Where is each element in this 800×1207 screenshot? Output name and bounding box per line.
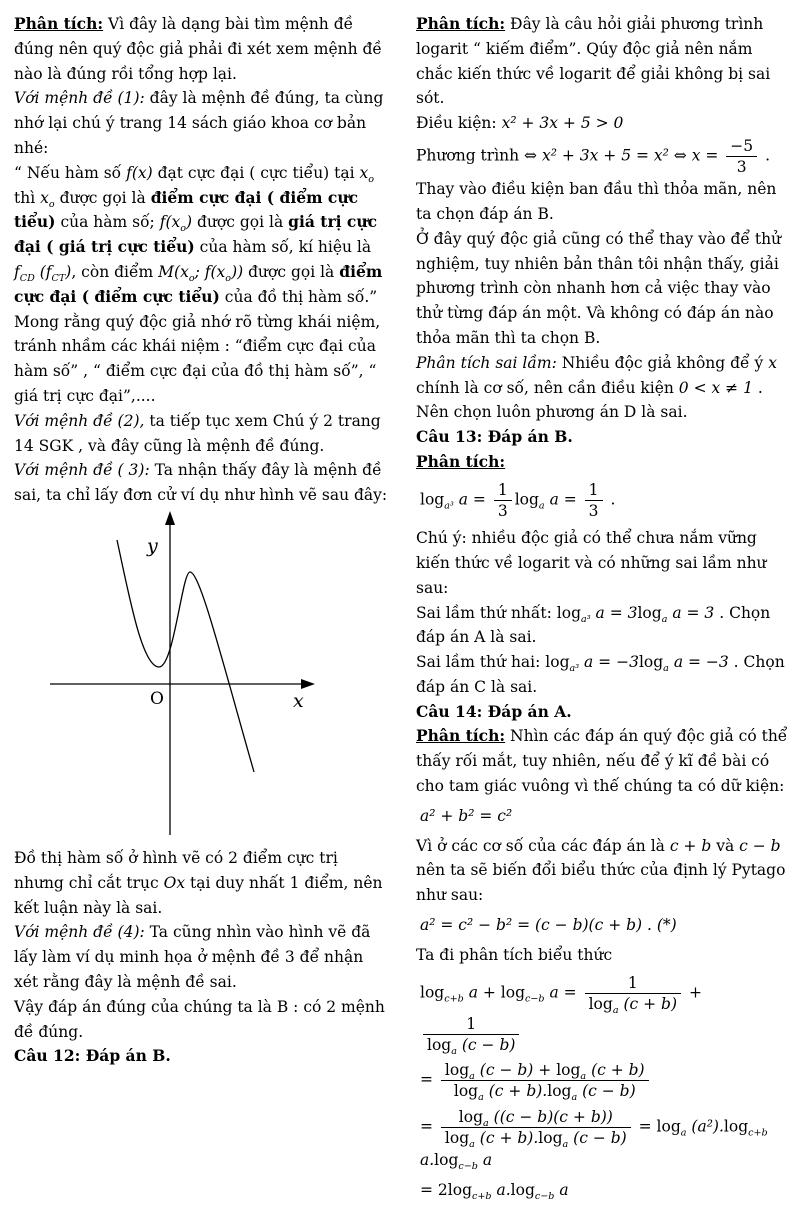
commentary-paragraph: [416, 227, 792, 351]
text-run: Nhìn các đáp án quý độc giả có thể thấy rối mắt, tuy nhiên, nếu để ý kĩ đề bài có cho tam giác vuông vì thế chúng ta có dữ kiện:: [416, 727, 788, 796]
text-run: Sai lầm thứ nhất:: [416, 603, 557, 622]
numerator: 1: [497, 480, 508, 499]
subscript: o: [180, 223, 187, 235]
math-run: x: [40, 188, 49, 207]
subscript: a: [562, 1138, 569, 1150]
math-run: a² = c² − b² = (c − b)(c + b) . (*): [420, 916, 677, 935]
log-operator: log: [434, 1150, 459, 1169]
numerator: 1: [627, 973, 638, 992]
math-run: ⇔ x² + 3x + 5 = x² ⇔ x =: [524, 146, 724, 165]
math-run: f: [14, 262, 20, 281]
subscript: a: [680, 1127, 687, 1139]
math-run: a.: [491, 1180, 511, 1199]
derivation-line-4: [420, 1178, 792, 1203]
condition-paragraph: [416, 111, 792, 136]
text-run: ta tiếp tục xem Chú ý 2 trang 14 SGK , và đây cũng là mệnh đề đúng.: [14, 411, 381, 455]
statement-label: Với mệnh đề ( 3):: [14, 461, 150, 480]
subscript: o: [368, 173, 375, 185]
math-run: (c − b): [577, 1082, 636, 1101]
x-axis-arrow-icon: [301, 679, 315, 689]
bold-run: giá trị cực đại ( giá trị cực tiểu): [14, 212, 378, 257]
text-run: Ta nhận thấy đây là mệnh đề sai, ta chỉ lấy đơn cử ví dụ như hình vẽ sau đây:: [14, 461, 388, 505]
subscript: c+b: [472, 1190, 492, 1202]
subscript: a: [661, 613, 668, 625]
left-column: [14, 12, 390, 1207]
log-operator: log: [427, 1036, 452, 1055]
statement-2-paragraph: [14, 409, 390, 459]
statement-1-paragraph: [14, 86, 390, 160]
subscript: o: [188, 273, 195, 285]
log-operator: log: [420, 983, 445, 1002]
factored-formula: [420, 913, 792, 938]
numerator: 1: [588, 480, 599, 499]
second-mistake-paragraph: [416, 650, 792, 700]
text-run: Sai lầm thứ hai:: [416, 653, 546, 672]
text-run: Vậy đáp án đúng của chúng ta là B : có 2 mệnh đề đúng.: [14, 997, 385, 1041]
statement-label: Với mệnh đề (2),: [14, 411, 145, 430]
section-label: Phân tích:: [416, 14, 506, 33]
question-13-answer: [416, 425, 792, 450]
text-run: = 2: [420, 1180, 448, 1199]
log-operator: log: [556, 603, 582, 622]
log-operator: log: [656, 1117, 681, 1136]
analysis-paragraph: [416, 12, 792, 111]
log-operator: log: [638, 653, 664, 672]
math-run: a +: [463, 983, 501, 1002]
math-run: c + b: [669, 836, 712, 855]
text-run: Điều kiện:: [416, 114, 502, 133]
math-run: ): [65, 262, 72, 281]
math-run: (c − b): [456, 1036, 516, 1055]
math-run: (c − b) +: [474, 1061, 557, 1080]
math-run: M(x: [158, 262, 189, 281]
subscript: a³: [569, 663, 580, 675]
log-operator: log: [453, 1082, 479, 1101]
question-12-answer: [14, 1044, 390, 1069]
log-operator: log: [723, 1117, 749, 1136]
math-run: ((c − b)(c + b)): [488, 1107, 613, 1126]
right-column: [416, 12, 792, 1207]
math-run: ; f(x: [194, 262, 226, 281]
subscript: a: [478, 1092, 484, 1104]
text-run: Vì ở các cơ số của các đáp án là: [416, 836, 670, 855]
denominator: [423, 1034, 519, 1058]
log-operator: log: [420, 490, 445, 509]
text-run: =: [633, 1117, 657, 1136]
text-run: đây là mệnh đề đúng, ta cùng nhớ lại chú ý trang 14 sách giáo khoa cơ bản nhé:: [14, 89, 384, 157]
text-run: . Chọn đáp án C là sai.: [416, 653, 785, 696]
fraction: [441, 1060, 649, 1104]
fraction: [423, 1014, 519, 1058]
numerator: [441, 1060, 649, 1083]
log-operator: log: [447, 1180, 472, 1199]
textbook-quote-paragraph: [14, 161, 390, 409]
text-run: Đồ thị hàm số ở hình vẽ có 2 điểm cực trị nhưng chỉ cắt trục: [14, 848, 338, 892]
denominator: 3: [494, 500, 512, 521]
subscript: c+b: [444, 993, 464, 1005]
math-run: a = 3: [590, 603, 638, 622]
subscript: c−b: [458, 1160, 478, 1172]
conclusion-paragraph: [14, 995, 390, 1045]
log-operator: log: [538, 1128, 563, 1147]
text-run: .: [605, 490, 616, 509]
math-run: a.: [420, 1150, 435, 1169]
subscript: a: [663, 663, 669, 675]
y-axis-arrow-icon: [165, 511, 175, 525]
section-label: Phân tích sai lầm:: [416, 353, 557, 372]
math-run: (c + b): [618, 994, 678, 1013]
text-run: =: [420, 1117, 438, 1136]
subscript: CT: [51, 273, 66, 285]
subscript: a: [451, 1046, 457, 1058]
text-run: “ Nếu hàm số: [14, 163, 127, 182]
math-run: a = −3: [668, 653, 729, 672]
math-run: ): [186, 213, 193, 232]
subscript: a: [612, 1004, 619, 1016]
math-run: c − b: [739, 836, 781, 855]
text-run: Câu 12: Đáp án B.: [14, 1046, 171, 1066]
text-run: Chú ý: nhiều độc giả có thể chưa nắm vững kiến thức về logarit và có những sai lầm như sau:: [416, 529, 767, 597]
math-run: a² + b² = c²: [420, 806, 513, 825]
note-paragraph: [416, 526, 792, 600]
math-run: x: [768, 353, 777, 372]
denominator: 3: [585, 500, 603, 521]
text-run: Ta đi phân tích biểu thức: [416, 945, 613, 964]
subscript: o: [225, 273, 232, 285]
function-graph: [37, 510, 367, 840]
section-label: Phân tích:: [14, 14, 104, 33]
subscript: c−b: [534, 1190, 555, 1202]
math-run: (a²).: [686, 1117, 724, 1136]
denominator: [585, 993, 681, 1014]
question-14-answer: [416, 700, 792, 725]
denominator: [441, 1127, 631, 1148]
text-run: của đồ thị hàm số.” Mong rằng quý độc giả nhớ rõ từng khái niệm, tránh nhầm các khái niệm : “điểm cực đại của hàm số” , “ điểm cực đại của đồ thị hàm số”, “ giá trị cực đại”,....: [14, 287, 381, 405]
log-operator: log: [514, 490, 539, 509]
mistake-analysis-paragraph: [416, 351, 792, 425]
math-run: a = −3: [579, 653, 639, 672]
text-run: chính là cơ số, nên cần điều kiện: [416, 378, 679, 397]
log-identity-formula: [420, 480, 792, 521]
text-run: Nhiều độc giả không để ý: [556, 353, 769, 372]
math-run: a = 3: [667, 603, 715, 622]
numerator: [441, 1107, 631, 1127]
text-run: Đây là câu hỏi giải phương trình logarit “ kiếm điểm”. Qúy độc giả nên nắm chắc kiến thức về logarit để giải không bị sai sót.: [416, 15, 771, 108]
math-run: a: [477, 1150, 493, 1169]
log-operator: log: [458, 1107, 483, 1126]
analysis-paragraph: [14, 12, 390, 86]
math-run: (c + b): [586, 1061, 645, 1080]
first-mistake-paragraph: [416, 601, 792, 651]
numerator: 1: [466, 1014, 477, 1033]
subscript: a: [571, 1092, 578, 1104]
fraction: [585, 480, 603, 521]
math-run: a =: [544, 490, 582, 509]
expression-intro-paragraph: [416, 943, 792, 968]
text-run: , còn điểm: [71, 262, 159, 281]
math-run: a =: [453, 490, 491, 509]
analysis-paragraph: [416, 724, 792, 798]
subscript: CD: [19, 273, 35, 285]
text-run: Ở đây quý độc giả cũng có thể thay vào để thử nghiệm, tuy nhiên bản thân tôi nhận thấy, giải phương trình còn nhanh hơn cả việc thay vào thử từng đáp án một. Và không có đáp án nào thỏa mãn thì ta chọn B.: [416, 229, 782, 348]
math-run: f(x): [126, 163, 153, 182]
subscript: a: [538, 500, 545, 512]
text-run: được gọi là: [243, 262, 340, 281]
log-operator: log: [545, 653, 570, 672]
derivation-line-1: [420, 973, 792, 1056]
math-run: (c + b).: [483, 1082, 548, 1101]
base-transform-paragraph: [416, 834, 792, 908]
numerator: −5: [730, 136, 754, 155]
statement-3-paragraph: [14, 458, 390, 508]
equation-solution-paragraph: [416, 136, 792, 227]
bold-run: điểm cực đại ( điểm cực tiểu): [14, 261, 383, 306]
subscript: a: [580, 1071, 587, 1083]
text-run: +: [684, 983, 702, 1002]
text-run: Vì đây là dạng bài tìm mệnh đề đúng nên quý độc giả phải đi xét xem mệnh đề nào là đúng rồi tổng hợp lại.: [14, 15, 382, 83]
log-operator: log: [588, 994, 613, 1013]
denominator: 3: [726, 156, 757, 177]
subscript: a: [483, 1117, 489, 1129]
text-run: . Chọn đáp án A là sai.: [416, 603, 771, 647]
fraction: [585, 973, 681, 1014]
text-run: Câu 13: Đáp án B.: [416, 427, 573, 447]
math-run: x: [359, 163, 369, 182]
text-run: nên ta sẽ biến đổi biểu thức của định lý Pytago như sau:: [416, 861, 786, 905]
analysis-heading: [416, 450, 792, 475]
statement-label: Với mệnh đề (1):: [14, 89, 145, 108]
text-run: . Nên chọn luôn phương án D là sai.: [416, 378, 763, 422]
log-operator: log: [444, 1061, 470, 1080]
math-run: a: [554, 1180, 569, 1199]
text-run: đạt cực đại ( cực tiểu) tại: [152, 163, 360, 182]
math-run: a =: [544, 983, 582, 1002]
text-run: tại duy nhất 1 điểm, nên kết luận này là sai.: [14, 873, 383, 917]
text-run: thì: [14, 188, 41, 207]
denominator: [441, 1080, 649, 1104]
text-run: được gọi là: [192, 213, 289, 232]
math-run: (c + b).: [474, 1128, 539, 1147]
math-run: f(x: [159, 213, 181, 232]
subscript: a³: [581, 613, 591, 625]
log-operator: log: [556, 1061, 581, 1080]
subscript: c−b: [525, 993, 545, 1005]
fraction: [494, 480, 512, 521]
bold-run: điểm cực đại ( điểm cực tiểu): [14, 187, 359, 232]
math-run: 0 < x ≠ 1: [678, 378, 753, 397]
statement-label: Với mệnh đề (4):: [14, 923, 145, 942]
text-run: Ta cũng nhìn vào hình vẽ đã lấy làm ví dụ minh họa ở mệnh đề 3 để nhận xét rằng đây là mệnh đề sai.: [14, 923, 371, 991]
origin-label: O: [150, 688, 164, 709]
text-run: Câu 14: Đáp án A.: [416, 701, 572, 721]
text-run: và: [711, 836, 740, 855]
math-run: )): [231, 262, 244, 281]
text-run: Phương trình: [416, 146, 525, 165]
math-run: (f: [34, 262, 52, 281]
text-run: =: [420, 1070, 438, 1089]
subscript: c+b: [748, 1127, 768, 1139]
log-operator: log: [637, 603, 662, 622]
fraction: [441, 1107, 631, 1148]
y-axis-label: y: [147, 534, 158, 557]
subscript: a: [469, 1071, 475, 1083]
log-operator: log: [444, 1128, 470, 1147]
subscript: a: [469, 1138, 475, 1150]
log-operator: log: [547, 1082, 572, 1101]
math-run: x² + 3x + 5 > 0: [501, 114, 624, 133]
text-run: . Thay vào điều kiện ban đầu thì thỏa mãn, nên ta chọn đáp án B.: [416, 146, 777, 224]
text-run: của hàm số;: [55, 213, 160, 232]
text-run: của hàm số, kí hiệu là: [194, 238, 372, 257]
derivation-line-2: [420, 1060, 792, 1104]
math-run: Ox: [163, 873, 186, 892]
section-label: Phân tích:: [416, 726, 506, 746]
subscript: a³: [444, 500, 454, 512]
log-operator: log: [500, 983, 526, 1002]
log-operator: log: [510, 1180, 535, 1199]
x-axis-label: x: [293, 689, 304, 712]
pythagoras-formula: [420, 804, 792, 829]
graph-conclusion-paragraph: [14, 846, 390, 920]
statement-4-paragraph: [14, 920, 390, 994]
fraction: [726, 136, 757, 177]
text-run: được gọi là: [54, 188, 151, 207]
cubic-curve: [117, 540, 254, 772]
subscript: o: [48, 198, 55, 210]
math-run: (c − b): [568, 1128, 627, 1147]
section-label: Phân tích:: [416, 452, 506, 472]
derivation-line-3: [420, 1107, 792, 1173]
